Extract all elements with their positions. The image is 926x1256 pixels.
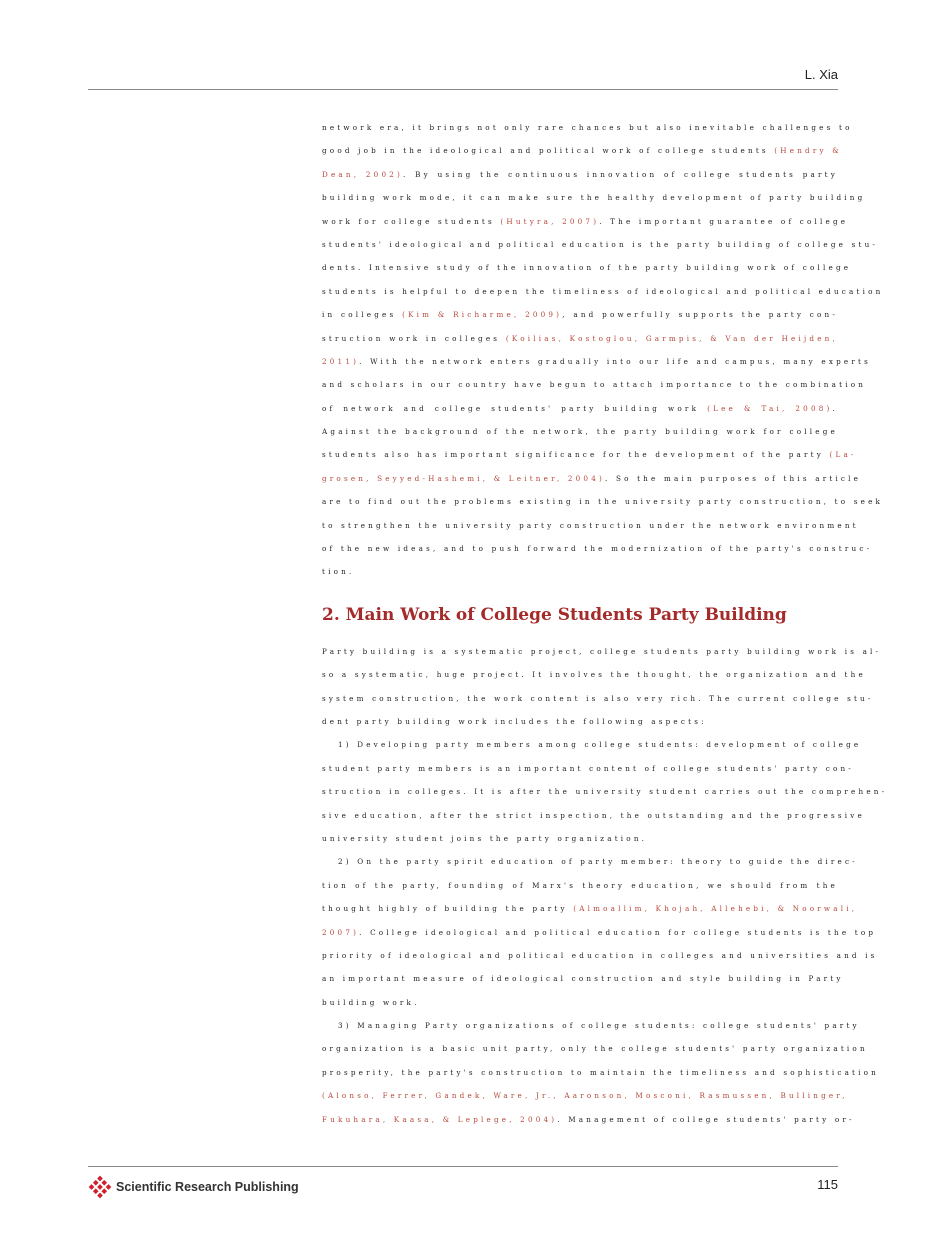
text-line [322,1084,848,1107]
text-line: prosperity, the party's construction to maintain the timeliness and sophistication [322,1067,879,1077]
text-line: network era, it brings not only rare chances but also inevitable challenges to [322,123,853,132]
text-line: grosen, Seyyed-Hashemi, & Leitner, 2004). So the main purposes of this article [322,473,862,483]
header-divider [88,89,838,90]
citation: (Hendry & [774,146,842,156]
citation: Fukuhara, Kaasa, & Leplege, 2004) [322,1114,558,1124]
section-heading: 2. Main Work of College Students Party Building [322,604,787,625]
text-line: 1) Developing party members among college students: development of college [338,740,862,750]
citation: (Alonso, Ferrer, Gandek, Ware, Jr., Aaronson, Mosconi, Rasmussen, Bullinger, [322,1091,848,1101]
text-line: system construction, the work content is also very rich. The current college stu- [322,693,874,703]
text-line: thought highly of building the party (Almoallim, Khojah, Allehebi, & Noorwali, [322,904,858,914]
text-line: Party building is a systematic project, college students party building work is al- [322,646,882,656]
text-line: 2) On the party spirit education of party member: theory to guide the direc- [338,857,858,867]
text-line: good job in the ideological and political work of college students (Hendry & [322,146,842,156]
text-line: tion. [322,567,355,577]
text-line: 2011). With the network enters gradually into our life and campus, many experts [322,356,871,366]
text-line: students also has important significance for the development of the party (La- [322,450,857,460]
article-body [322,116,888,1131]
running-header-author: L. Xia [804,67,838,82]
text-line: struction in colleges. It is after the university student carries out the comprehen- [322,787,888,797]
text-line: in colleges (Kim & Richarme, 2009), and powerfully supports the party con- [322,310,838,320]
publisher-logo-icon [90,1177,110,1197]
text-line: 3) Managing Party organizations of college students: college students' party [338,1021,860,1031]
list-item-developing-members [322,733,888,850]
text-line: Against the background of the network, the party building work for college [322,427,838,437]
citation: 2007) [322,927,360,937]
text-line: priority of ideological and political education in colleges and universities and is [322,950,878,960]
list-item-managing-organizations [322,1014,879,1131]
text-line: students' ideological and political education is the party building of college stu- [322,239,879,249]
citation: Dean, 2002) [322,169,403,179]
text-line: an important measure of ideological construction and style building in Party [322,974,844,984]
text-line: tion of the party, founding of Marx's theory education, we should from the [322,880,838,890]
citation: (La- [829,450,857,460]
section-paragraph [322,640,882,734]
citation: (Lee & Tai, 2008) [707,403,833,413]
text-line: and scholars in our country have begun to attach importance to the combination [322,380,867,390]
text-line: organization is a basic unit party, only the college students' party organization [322,1044,868,1054]
text-line: work for college students (Hutyra, 2007). The important guarantee of college [322,216,849,226]
citation: grosen, Seyyed-Hashemi, & Leitner, 2004) [322,473,605,483]
text-line: building work mode, it can make sure the healthy development of party building [322,193,866,203]
page-number: 115 [817,1177,838,1192]
footer-divider [88,1166,838,1167]
text-line: to strengthen the university party construction under the network environment [322,520,859,530]
citation: 2011) [322,356,360,366]
publisher-name: Scientific Research Publishing [116,1180,299,1194]
text-line: student party members is an important content of college students' party con- [322,763,854,773]
text-line: so a systematic, huge project. It involves the thought, the organization and the [322,670,866,680]
text-line: of network and college students' party building work (Lee & Tai, 2008). [322,403,838,413]
text-line: building work. [322,997,420,1007]
text-line: of the new ideas, and to push forward the modernization of the party's construc- [322,544,873,554]
citation: (Kim & Richarme, 2009) [402,310,563,320]
text-line: university student joins the party organization. [322,833,648,843]
text-line: sive education, after the strict inspection, the outstanding and the progressive [322,810,865,820]
text-line: struction work in colleges (Koilias, Kostoglou, Garmpis, & Van der Heijden, [322,333,838,343]
publisher-logo-block [90,1177,299,1197]
text-line: 2007). College ideological and political education for college students is the top [322,927,877,937]
text-line: dent party building work includes the following aspects: [322,716,707,726]
citation: (Almoallim, Khojah, Allehebi, & Noorwali, [573,904,858,914]
text-line: Fukuhara, Kaasa, & Leplege, 2004). Management of college students' party or- [322,1114,855,1124]
text-line: Dean, 2002). By using the continuous innovation of college students party [322,169,839,179]
list-item-party-spirit-education [322,850,878,1014]
citation: (Koilias, Kostoglou, Garmpis, & Van der Heijden, [505,333,838,343]
text-line: are to find out the problems existing in the university party construction, to seek [322,497,884,507]
citation: (Hutyra, 2007) [500,216,600,226]
text-line: students is helpful to deepen the timeliness of ideological and political education [322,286,884,296]
text-line: dents. Intensive study of the innovation of the party building work of college [322,263,852,273]
intro-paragraph [322,116,884,584]
